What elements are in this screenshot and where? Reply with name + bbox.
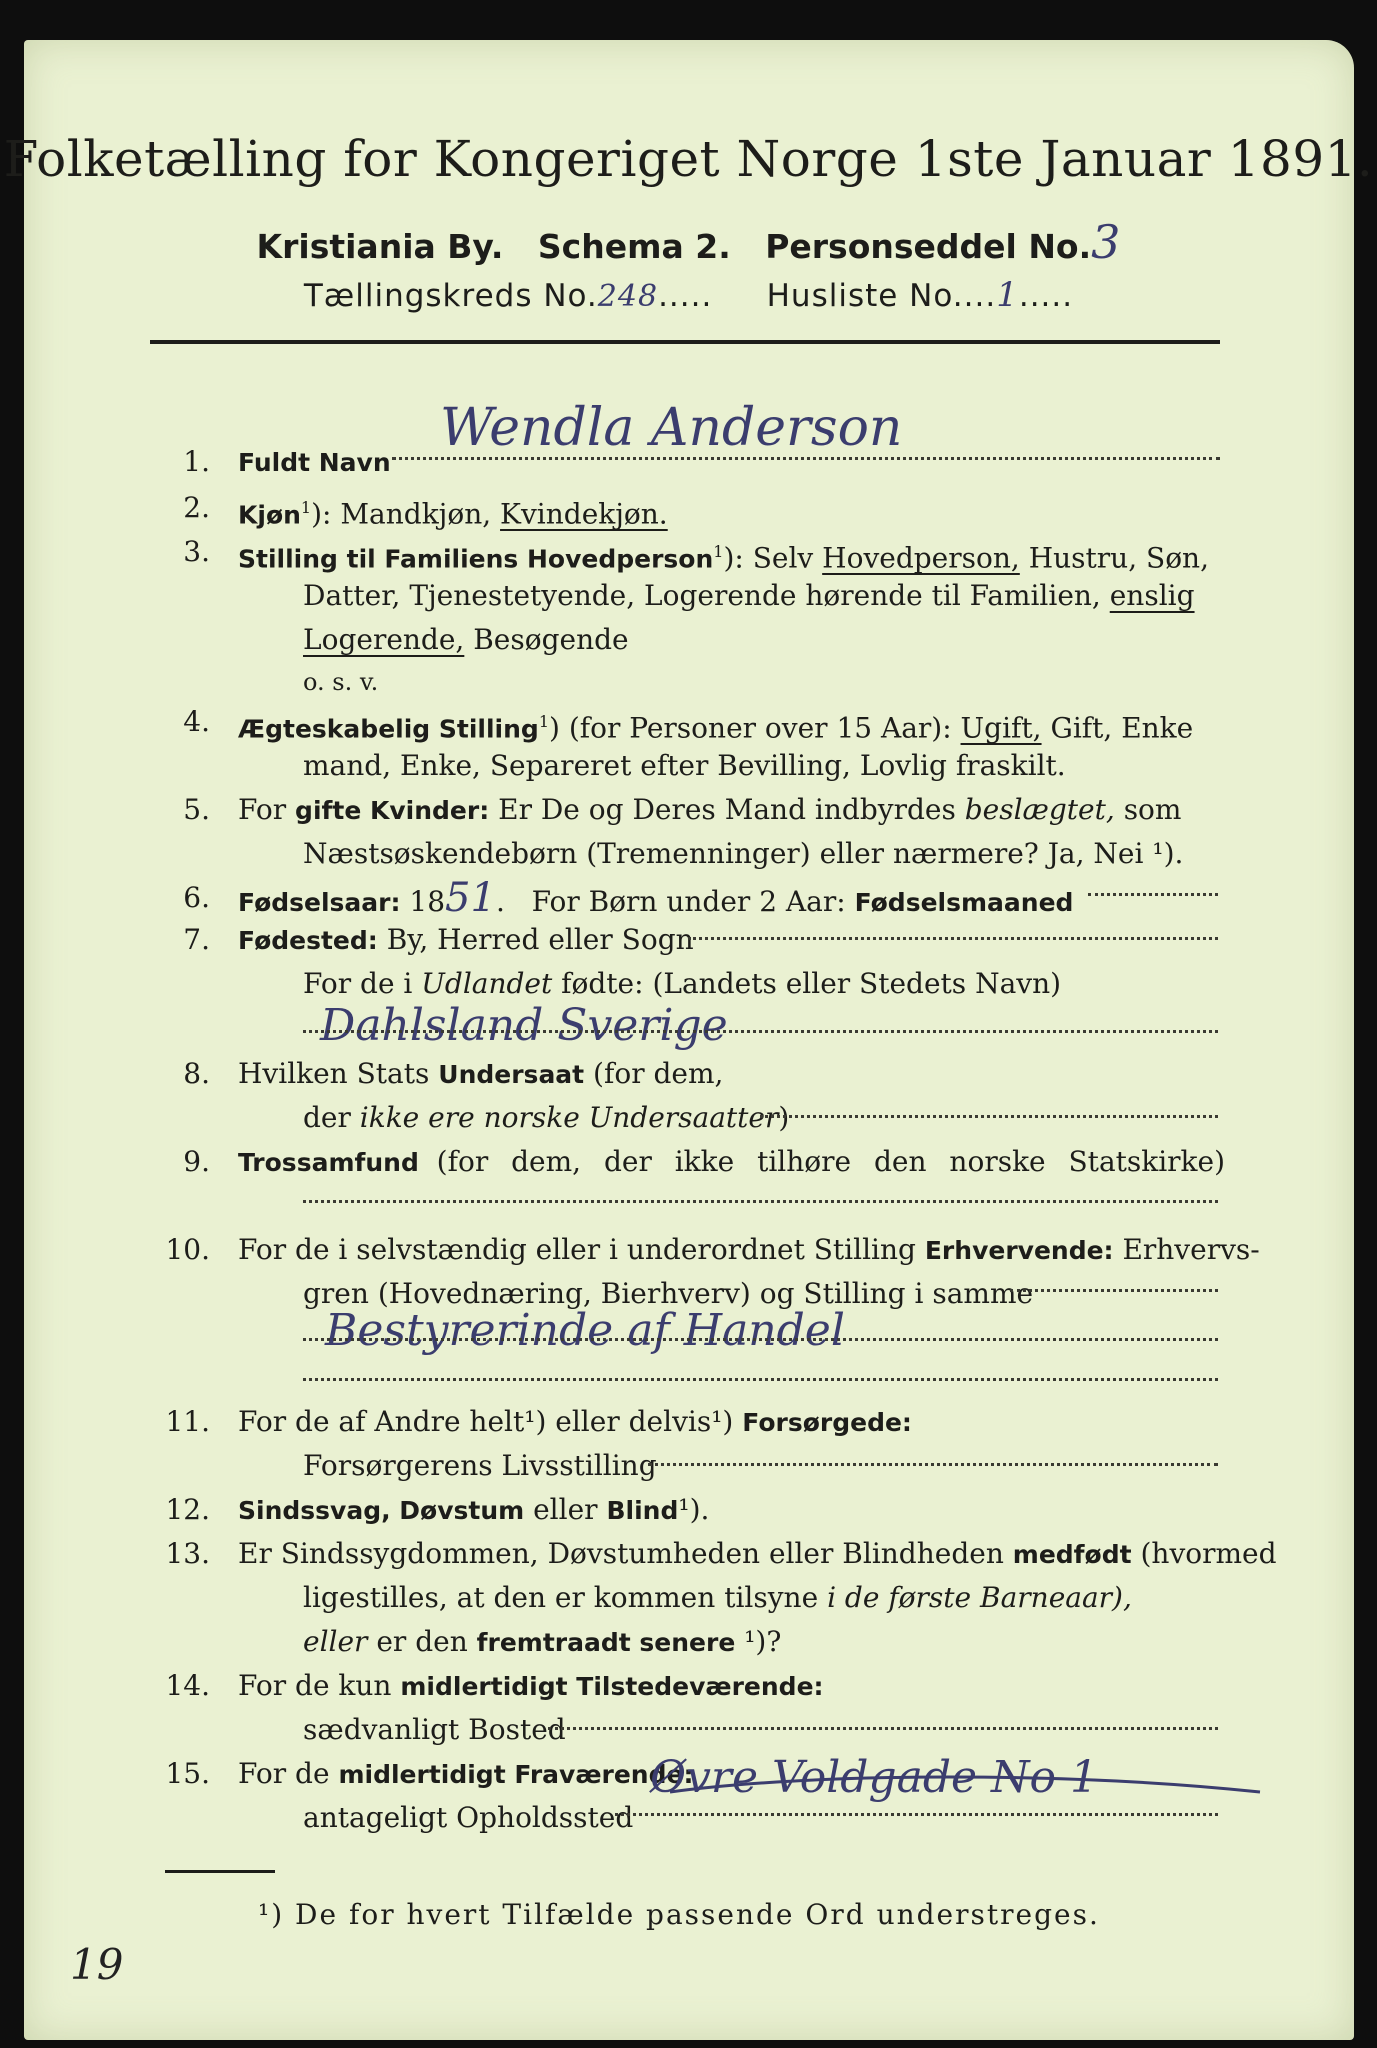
q3-line3: Logerende, Besøgende [303, 623, 629, 656]
q5-line1: For gifte Kvinder: Er De og Deres Mand indbyrdes beslægtet, som [238, 793, 1182, 826]
q10-line2: gren (Hovednæring, Bierhverv) og Stilling i samme [303, 1277, 1034, 1310]
item-number: 7. [183, 923, 210, 956]
q8-line-dots [760, 1115, 1218, 1118]
q14-line2: sædvanligt Bosted [303, 1713, 566, 1746]
handwritten-stroke [670, 1752, 1270, 1812]
item-number: 12. [165, 1493, 210, 1526]
q15-line-dots [615, 1813, 1218, 1816]
item-number: 1. [183, 445, 210, 478]
absence-address-answer: Øvre Voldgade No 1 [650, 1752, 1099, 1803]
q1-label: Fuldt Navn [238, 448, 391, 477]
footnote-rule [165, 1870, 275, 1873]
item-number: 3. [183, 535, 210, 568]
q4-line2: mand, Enke, Separeret efter Bevilling, Lovlig fraskilt. [303, 749, 1066, 782]
q10-line1: For de i selvstændig eller i underordnet Stilling Erhvervende: Erhvervs- [238, 1233, 1260, 1266]
q11-line1: For de af Andre helt¹) eller delvis¹) Forsørgede: [238, 1405, 912, 1438]
krets-number: 248 [597, 279, 659, 314]
item-number: 5. [183, 793, 210, 826]
q7-line-dots [688, 937, 1218, 940]
city-label: Kristiania By. [256, 227, 504, 266]
q11-line2: Forsørgerens Livsstilling [303, 1449, 657, 1482]
footnote: ¹) De for hvert Tilfælde passende Ord understreges. [258, 1898, 1100, 1931]
q15-line2: antageligt Opholdssted [303, 1801, 634, 1834]
q3-line2: Datter, Tjenestetyende, Logerende hørende til Familien, enslig [303, 579, 1195, 612]
q7-answer-line [303, 1030, 1218, 1033]
q10-answer-line [303, 1338, 1218, 1341]
person-number: 3 [1091, 215, 1121, 269]
q10-line-dots [1010, 1289, 1218, 1292]
item-number: 8. [183, 1057, 210, 1090]
person-label: Personseddel No. [765, 227, 1092, 266]
q14-line-dots [548, 1727, 1218, 1730]
item-number: 14. [165, 1669, 210, 1702]
item-number: 11. [165, 1405, 210, 1438]
birth-year-answer: 51 [445, 875, 496, 921]
schema-label: Schema 2. [537, 227, 731, 266]
q9-line1: Trossamfund (for dem, der ikke tilhøre den norske Statskirke) [238, 1145, 1226, 1178]
q13-line2: ligestilles, at den er kommen tilsyne i de første Barneaar), [303, 1581, 1132, 1614]
item-number: 10. [165, 1233, 210, 1266]
full-name-answer: Wendla Anderson [440, 398, 903, 458]
husliste-label: Husliste No. [766, 278, 964, 314]
margin-note: 19 [70, 1940, 124, 1989]
form-title: Folketælling for Kongeriget Norge 1ste Januar 1891. [3, 130, 1374, 188]
husliste-number: 1 [996, 275, 1019, 315]
krets-label: Tællingskreds No. [303, 278, 598, 314]
header-rule [150, 340, 1220, 344]
q7-line2: For de i Udlandet fødte: (Landets eller Stedets Navn) [303, 967, 1062, 1000]
q3-line4: o. s. v. [303, 668, 379, 696]
q4-line1: Ægteskabelig Stilling$^1$) (for Personer over 15 Aar): Ugift, Gift, Enke [238, 711, 1194, 745]
q2-text: Kjøn$^1$): Mandkjøn, Kvindekjøn. [238, 497, 668, 531]
item-number: 9. [183, 1145, 210, 1178]
q14-line1: For de kun midlertidigt Tilstedeværende: [238, 1669, 824, 1702]
item-number: 15. [165, 1757, 210, 1790]
q6-line-dots [1088, 893, 1218, 896]
item-number: 6. [183, 881, 210, 914]
q3-line1: Stilling til Familiens Hovedperson$^1$): Selv Hovedperson, Hustru, Søn, [238, 541, 1209, 575]
q2-selected: Kvindekjøn. [500, 497, 668, 531]
q8-line2: der ikke ere norske Undersaatter) [303, 1101, 790, 1134]
q15-line1: For de midlertidigt Fraværende: [238, 1757, 694, 1790]
form-subtitle [0, 215, 1377, 269]
q12-line1: Sindssvag, Døvstum eller Blind¹). [238, 1493, 710, 1526]
q8-line1: Hvilken Stats Undersaat (for dem, [238, 1057, 724, 1090]
item-number: 2. [183, 491, 210, 524]
q13-line1: Er Sindssygdommen, Døvstumheden eller Blindheden medfødt (hvormed [238, 1537, 1277, 1570]
birthplace-answer: Dahlsland Sverige [320, 1000, 728, 1051]
q13-line3: eller er den fremtraadt senere ¹)? [303, 1625, 782, 1658]
q6-line: Fødselsaar: 1851. For Børn under 2 Aar: Fødselsmaaned [238, 875, 1074, 921]
q10-answer-line2 [303, 1378, 1218, 1381]
item-number: 4. [183, 705, 210, 738]
q11-line-dots [648, 1463, 1218, 1466]
q9-line-dots [303, 1200, 1218, 1203]
q5-line2: Næstsøskendebørn (Tremenninger) eller nærmere? Ja, Nei ¹). [303, 837, 1184, 870]
form-subheader: Tællingskreds No.248..... Husliste No....1..... [303, 275, 1074, 315]
q7-line1: Fødested: By, Herred eller Sogn [238, 923, 694, 956]
item-number: 13. [165, 1537, 210, 1570]
occupation-answer: Bestyrerinde af Handel [325, 1305, 845, 1356]
